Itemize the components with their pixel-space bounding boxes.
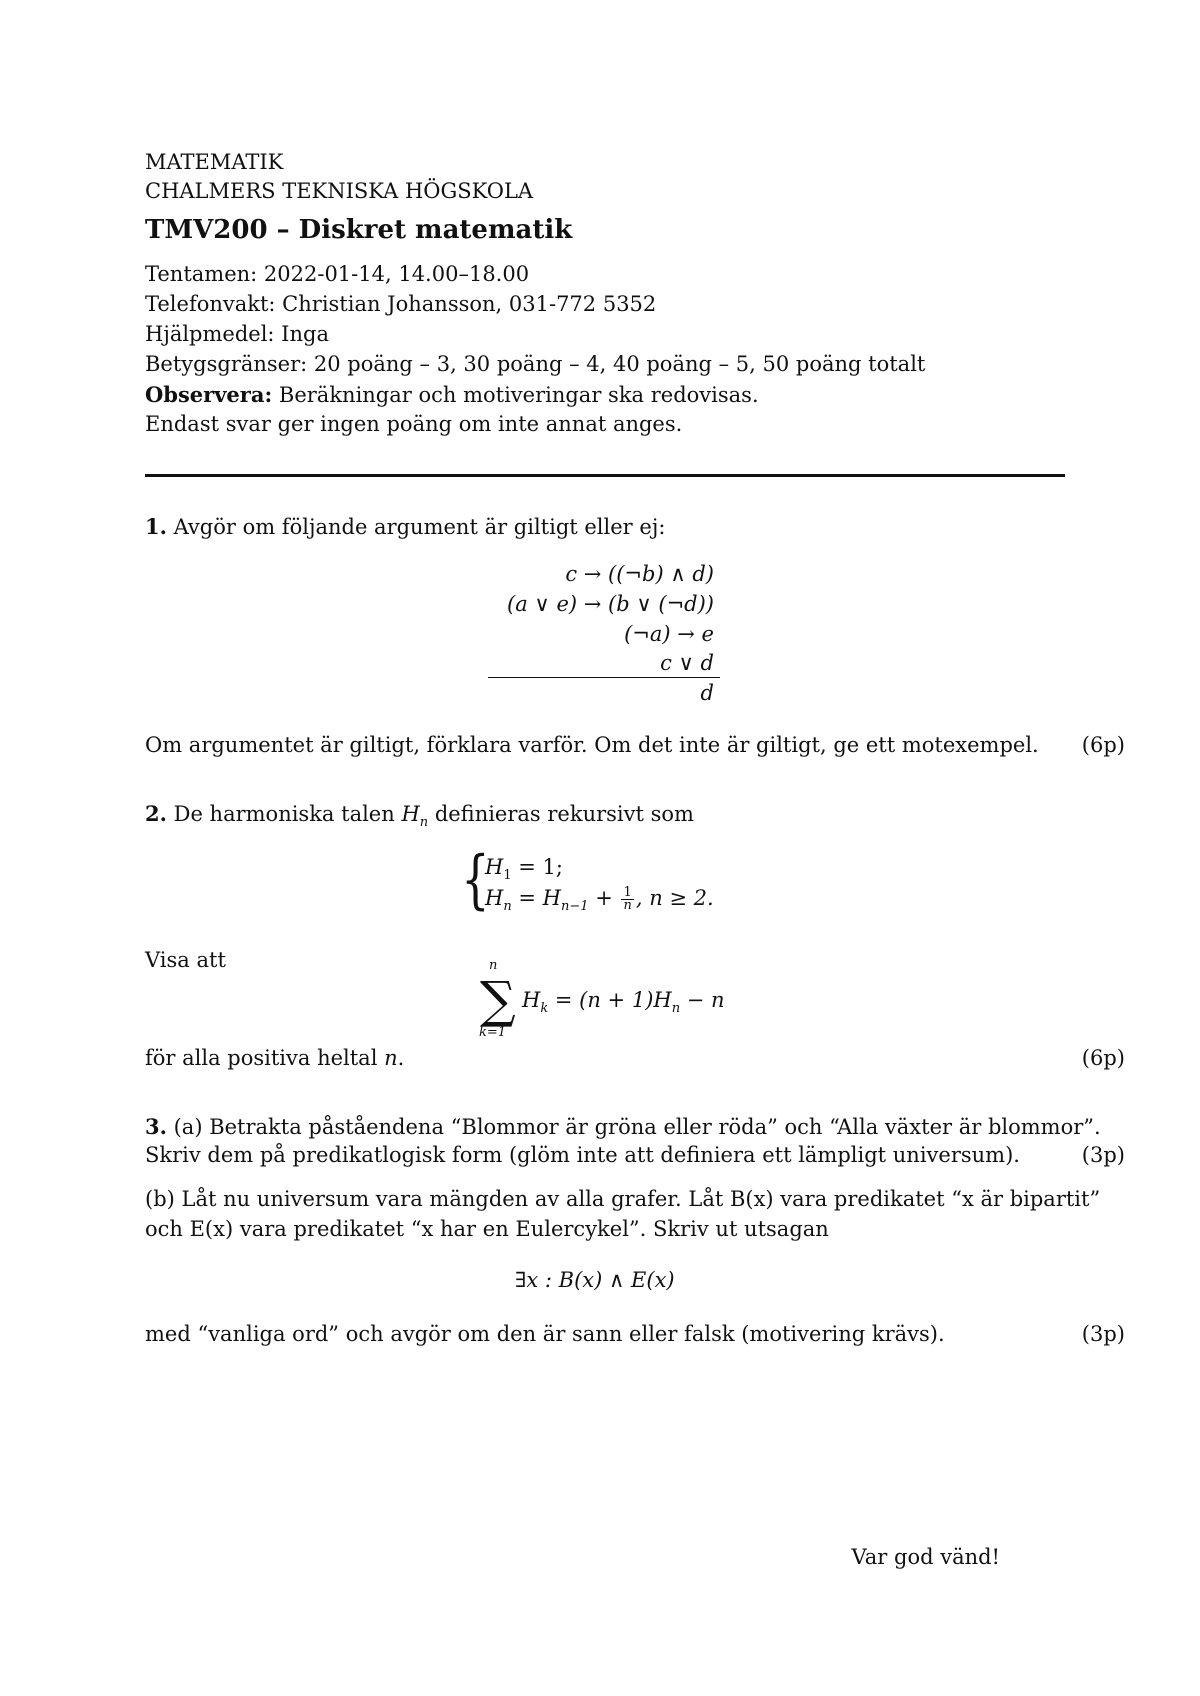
premise-2: (a ∨ e) → (b ∨ (¬d))	[507, 592, 714, 616]
recursion-base	[485, 855, 563, 883]
premise-4: c ∨ d	[660, 651, 714, 675]
school-name: CHALMERS TEKNISKA HÖGSKOLA	[145, 179, 534, 203]
hn-mid: = H	[511, 886, 561, 910]
hk-subscript: k	[540, 1001, 549, 1017]
question-1-points: (6p)	[1081, 733, 1125, 757]
fraction-denominator: n	[623, 898, 632, 913]
sum-rhs-b: − n	[680, 988, 725, 1012]
question-1-task: Om argumentet är giltigt, förklara varför. Om det inte är giltigt, ge ett motexempel.	[145, 733, 1039, 757]
observe-note	[145, 380, 759, 410]
header-divider	[145, 474, 1065, 477]
hk-symbol: H	[522, 988, 541, 1012]
left-brace: {	[461, 843, 490, 917]
hn-lhs: H	[485, 886, 504, 910]
for-all-text: för alla positiva heltal	[145, 1046, 385, 1070]
argument-line	[488, 677, 720, 678]
grade-limits: Betygsgränser: 20 poäng – 3, 30 poäng – 4, 40 poäng – 5, 50 poäng totalt	[145, 352, 926, 376]
n-condition: , n ≥ 2.	[635, 886, 714, 910]
h1-subscript: 1	[503, 868, 512, 884]
show-that: Visa att	[145, 948, 226, 972]
question-3b-points: (3p)	[1081, 1322, 1125, 1346]
question-3b-line-2: och E(x) vara predikatet “x har en Eulercykel”. Skriv ut utsagan	[145, 1217, 829, 1241]
question-3a-line-1	[145, 1114, 1101, 1139]
exam-date: Tentamen: 2022-01-14, 14.00–18.00	[145, 262, 530, 286]
please-turn-over: Var god vänd!	[851, 1545, 1000, 1569]
sum-lower-limit: k=1	[479, 1025, 507, 1040]
question-1-number: 1.	[145, 514, 167, 539]
question-3b-line-3: med “vanliga ord” och avgör om den är sann eller falsk (motivering krävs).	[145, 1322, 945, 1346]
observe-label: Observera:	[145, 382, 273, 407]
for-all-n: n	[384, 1046, 398, 1070]
question-2-text-a: De harmoniska talen	[166, 802, 402, 826]
for-all-period: .	[397, 1046, 405, 1070]
formula: ∃x : B(x) ∧ E(x)	[515, 1268, 675, 1292]
premise-1: c → ((¬b) ∧ d)	[565, 562, 714, 586]
h1-symbol: H	[485, 855, 504, 879]
question-3b-line-1: (b) Låt nu universum vara mängden av alla grafer. Låt B(x) vara predikatet “x är bipartit”	[145, 1187, 1101, 1211]
phone-contact: Telefonvakt: Christian Johansson, 031-772 5352	[145, 292, 657, 316]
sigma-symbol: ∑	[480, 971, 516, 1029]
observe-text: Beräkningar och motiveringar ska redovisas.	[272, 383, 759, 407]
course-title: TMV200 – Diskret matematik	[145, 215, 573, 245]
hn-minus-1-subscript: n−1	[560, 899, 589, 915]
only-answer-note: Endast svar ger ingen poäng om inte annat anges.	[145, 412, 683, 436]
sum-rhs-a: = (n + 1)H	[548, 988, 672, 1012]
h1-value: = 1;	[511, 855, 563, 879]
question-2-points: (6p)	[1081, 1046, 1125, 1070]
premise-3: (¬a) → e	[624, 622, 714, 646]
question-3-number: 3.	[145, 1114, 167, 1139]
one-over-n	[621, 887, 633, 912]
department-name: MATEMATIK	[145, 150, 284, 174]
question-2-number: 2.	[145, 801, 167, 826]
for-all-positive	[145, 1046, 404, 1070]
question-2-intro	[145, 801, 694, 830]
recursion-step	[485, 886, 714, 914]
question-1-intro	[145, 514, 665, 539]
fraction-numerator: 1	[621, 887, 633, 900]
plus-sign: +	[588, 886, 620, 910]
hn-symbol: H	[401, 802, 420, 826]
question-2-text-b: definieras rekursivt som	[428, 802, 694, 826]
conclusion: d	[700, 681, 714, 705]
allowed-aids: Hjälpmedel: Inga	[145, 322, 329, 346]
question-3a-text-1: (a) Betrakta påståendena “Blommor är gröna eller röda” och “Alla växter är blommor”.	[166, 1115, 1101, 1139]
sum-rhs-subscript: n	[671, 1001, 681, 1017]
hn-lhs-subscript: n	[503, 899, 512, 915]
question-1-text: Avgör om följande argument är giltigt eller ej:	[166, 515, 666, 539]
hn-subscript: n	[419, 815, 429, 831]
question-3a-points: (3p)	[1081, 1143, 1125, 1167]
sum-upper-limit: n	[489, 958, 498, 973]
sum-identity	[522, 988, 725, 1016]
question-3a-line-2: Skriv dem på predikatlogisk form (glöm inte att definiera ett lämpligt universum).	[145, 1143, 1020, 1167]
